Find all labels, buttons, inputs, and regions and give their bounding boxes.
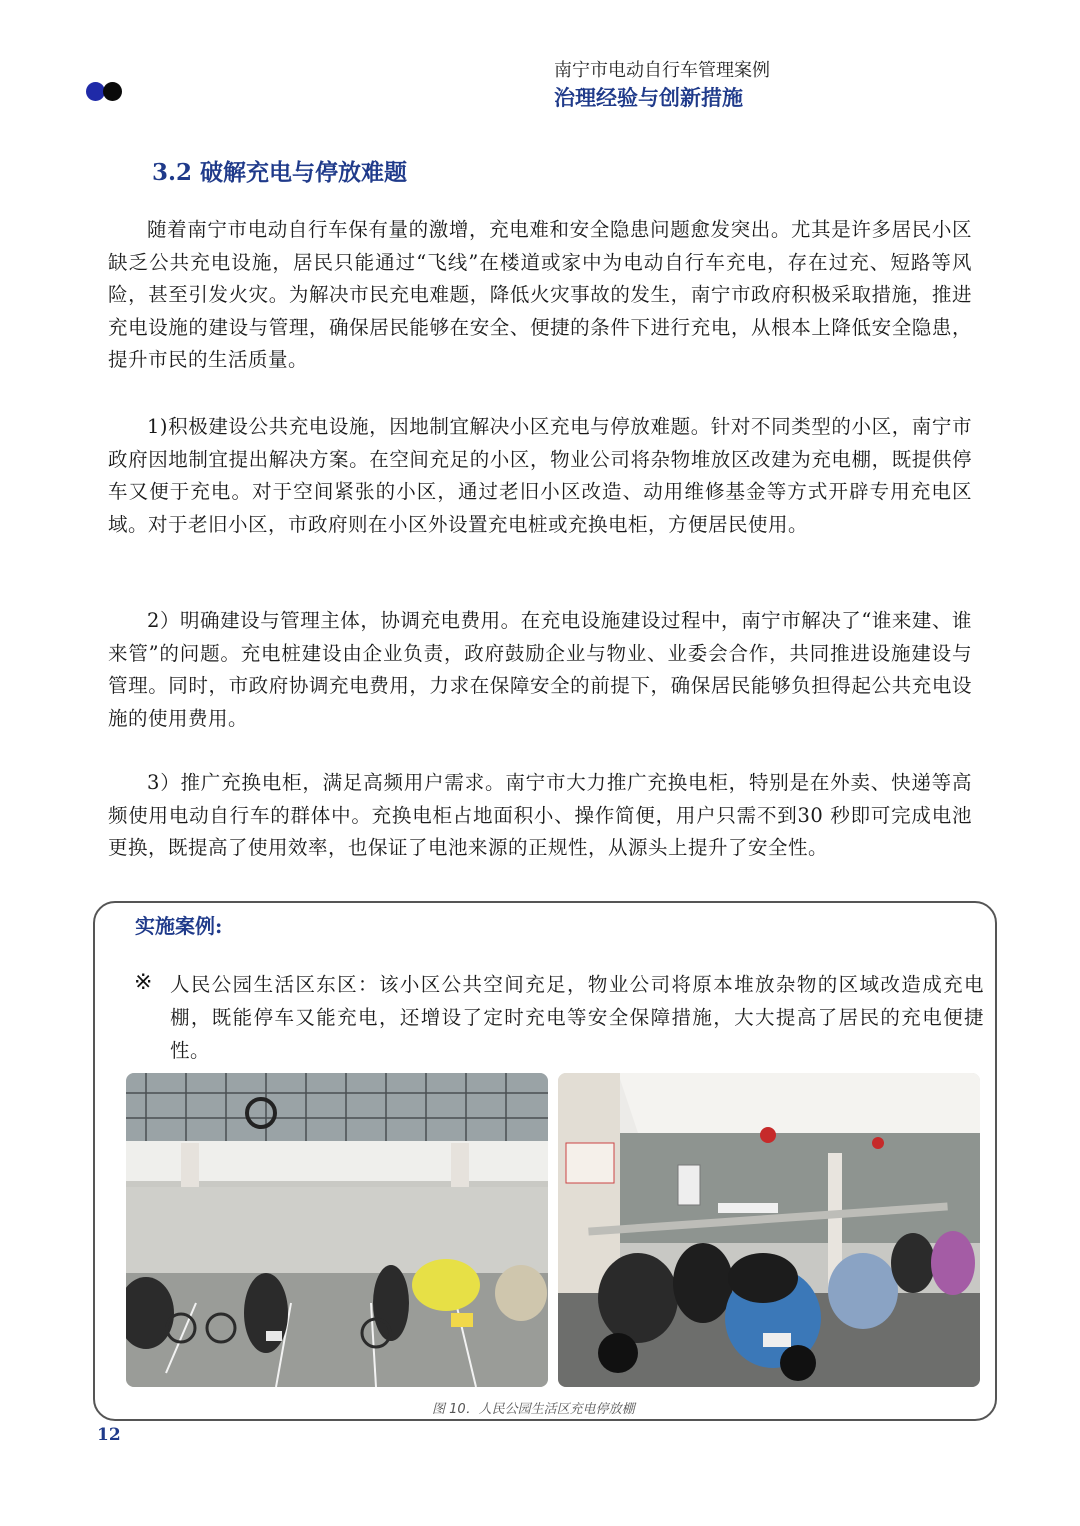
body-paragraph-2: 2）明确建设与管理主体，协调充电费用。在充电设施建设过程中，南宁市解决了“谁来建、谁来管”的问题。充电桩建设由企业负责，政府鼓励企业与物业、业委会合作，共同推进设施建设与管理。同时，市政府协调充电费用，力求在保障安全的前提下，确保居民能够负担得起公共充电设施的使用费用。 [108, 609, 972, 730]
body-paragraph-intro: 随着南宁市电动自行车保有量的激增，充电难和安全隐患问题愈发突出。尤其是许多居民小区缺乏公共充电设施，居民只能通过“飞线”在楼道或家中为电动自行车充电，存在过充、短路等风险，甚至引发火灾。为解决市民充电难题，降低火灾事故的发生，南宁市政府积极采取措施，推进充电设施的建设与管理，确保居民能够在安全、便捷的条件下进行充电，从根本上降低安全隐患，提升市民的生活质量。 [108, 218, 972, 371]
figure-caption: 图 10．人民公园生活区充电停放棚 [432, 1402, 635, 1417]
reference-mark-icon: ※ [134, 970, 153, 995]
body-paragraph-3: 3）推广充换电柜，满足高频用户需求。南宁市大力推广充换电柜，特别是在外卖、快递等高频使用电动自行车的群体中。充换电柜占地面积小、操作简便，用户只需不到30 秒即可完成电池更换，既提高了使用效率，也保证了电池来源的正规性，从源头上提升了安全性。 [108, 771, 972, 859]
black-dot-icon [103, 82, 122, 101]
body-paragraph-1: 1)积极建设公共充电设施，因地制宜解决小区充电与停放难题。针对不同类型的小区，南宁市政府因地制宜提出解决方案。在空间充足的小区，物业公司将杂物堆放区改建为充电棚，既提供停车又便于充电。对于空间紧张的小区，通过老旧小区改造、动用维修基金等方式开辟专用充电区域。对于老旧小区，市政府则在小区外设置充电桩或充换电柜，方便居民使用。 [108, 415, 972, 536]
case-study-text: 人民公园生活区东区：该小区公共空间充足，物业公司将原本堆放杂物的区域改造成充电棚，既能停车又能充电，还增设了定时充电等安全保障措施，大大提高了居民的充电便捷性。 [170, 973, 984, 1062]
photo-parking-shed-right [558, 1073, 980, 1387]
header-dots-logo [86, 82, 126, 102]
page-number: 12 [97, 1425, 121, 1445]
section-title: 3.2 破解充电与停放难题 [152, 159, 408, 186]
photo-parking-shed-left [126, 1073, 548, 1387]
header-title: 南宁市电动自行车管理案例 [554, 60, 770, 81]
case-study-title: 实施案例: [135, 914, 223, 938]
header-subtitle: 治理经验与创新措施 [554, 86, 743, 110]
